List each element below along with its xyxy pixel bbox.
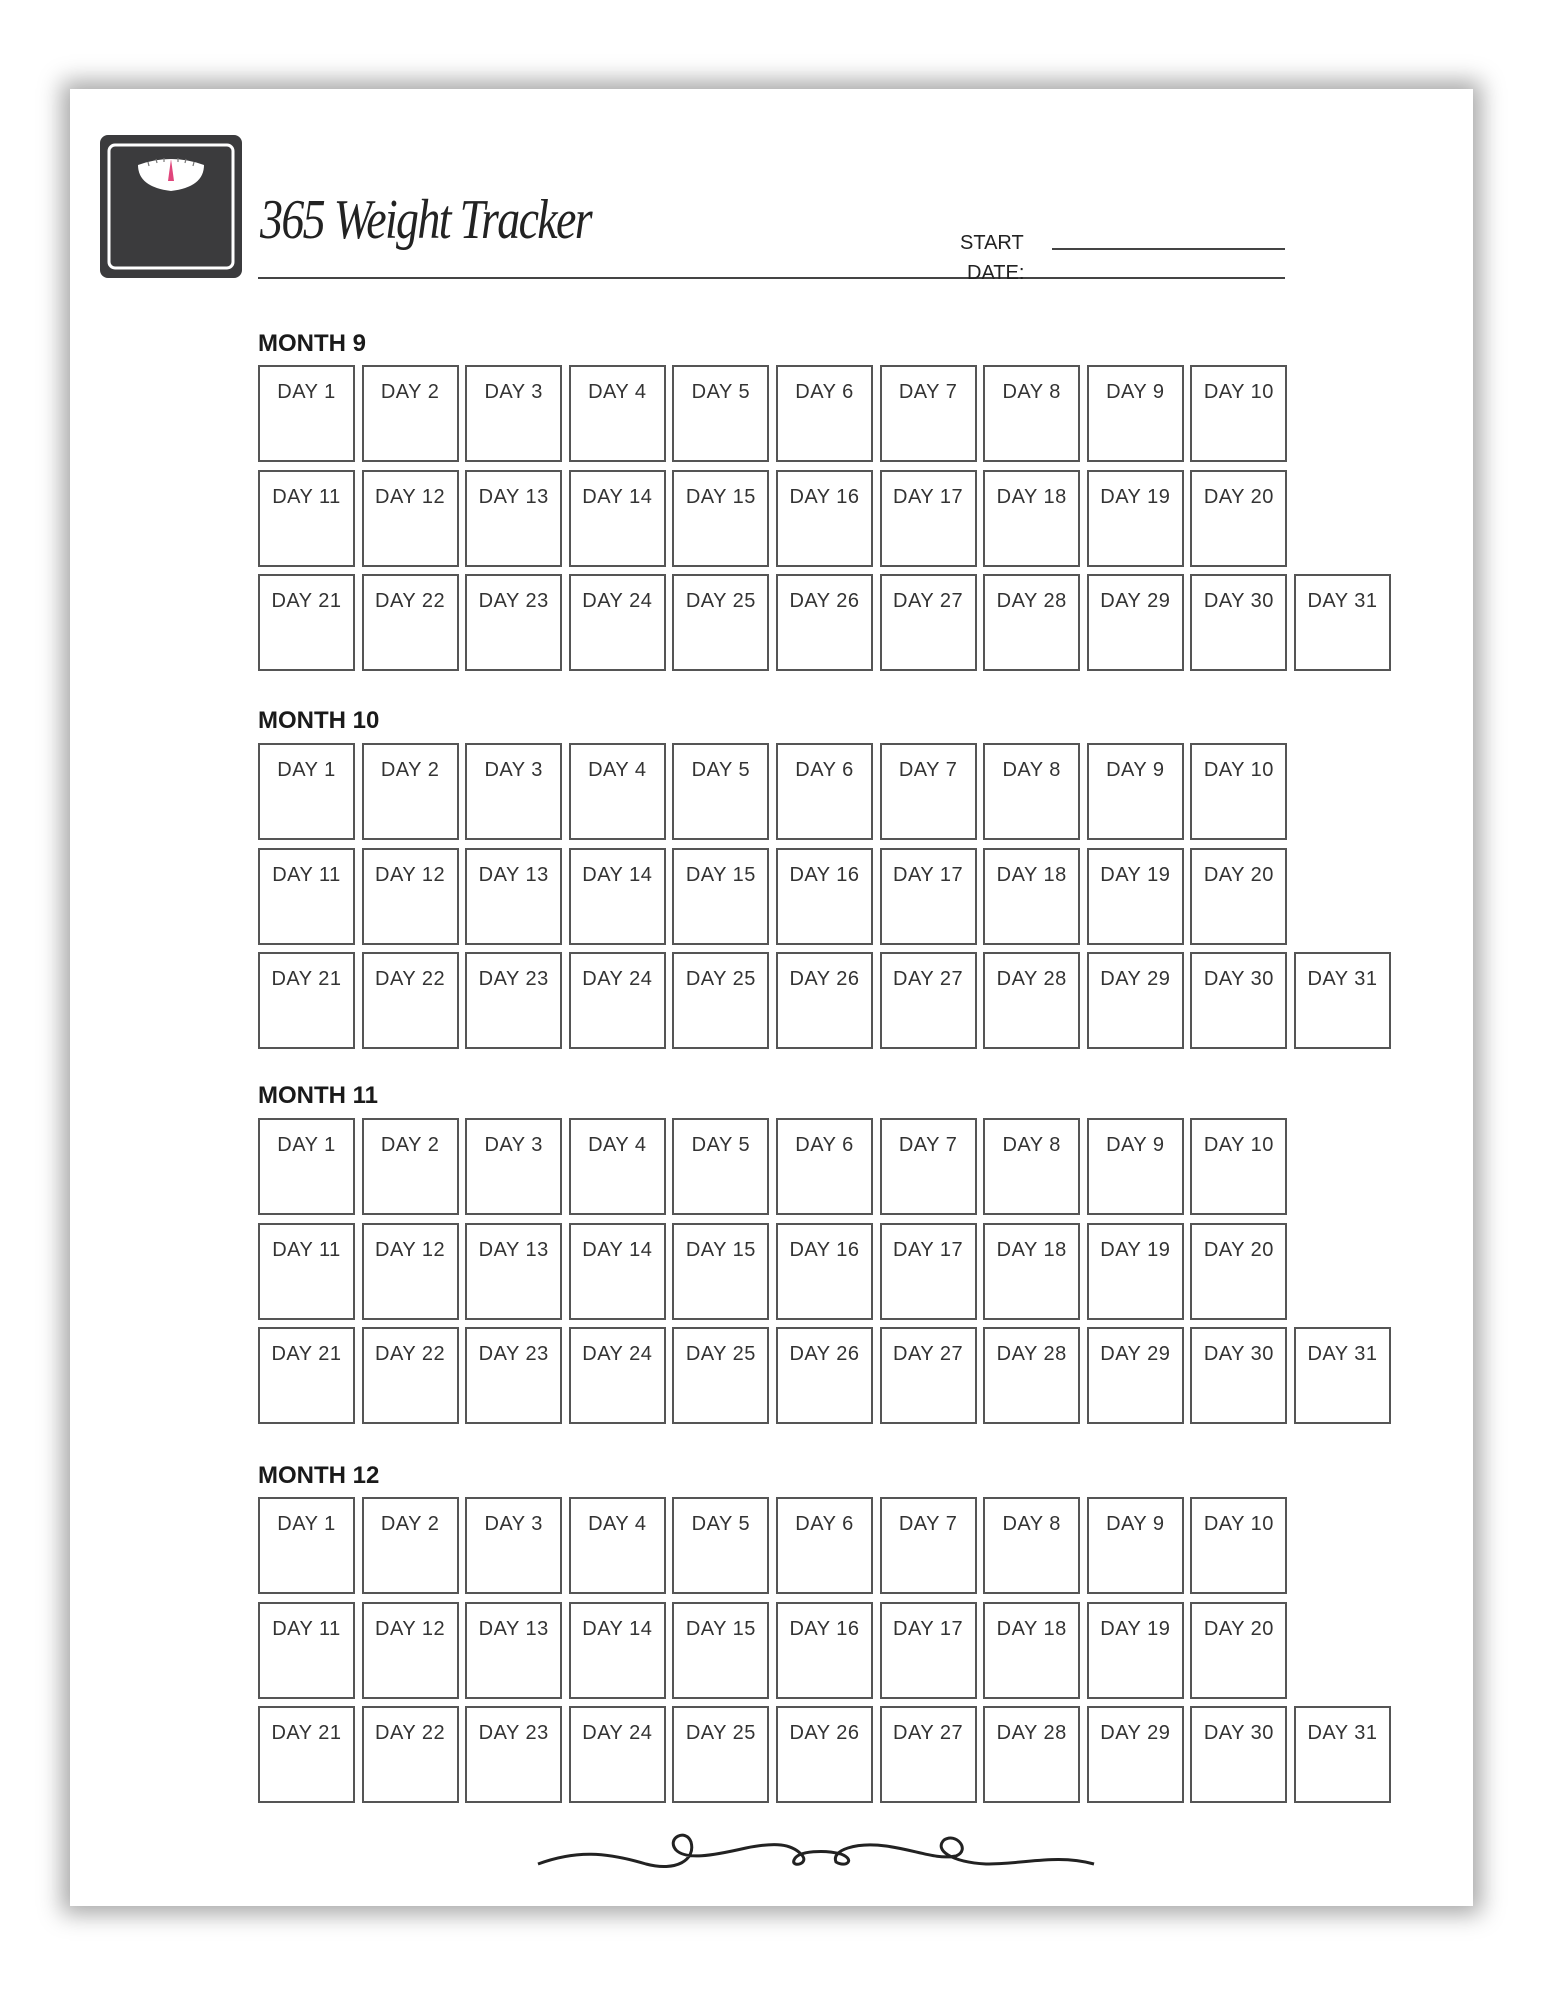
day-box[interactable] bbox=[776, 365, 873, 462]
day-box[interactable] bbox=[880, 365, 977, 462]
day-box[interactable] bbox=[465, 365, 562, 462]
day-box[interactable] bbox=[1190, 365, 1287, 462]
day-label: DAY 31 bbox=[1307, 1722, 1378, 1744]
day-box[interactable] bbox=[880, 1223, 977, 1320]
day-label: DAY 8 bbox=[1002, 759, 1061, 781]
day-box[interactable] bbox=[1294, 574, 1391, 671]
day-box[interactable] bbox=[1087, 1497, 1184, 1594]
day-label: DAY 11 bbox=[272, 1238, 341, 1261]
day-label: DAY 23 bbox=[478, 1722, 549, 1744]
day-box[interactable] bbox=[1190, 1223, 1287, 1320]
day-box[interactable] bbox=[880, 848, 977, 945]
day-box[interactable] bbox=[776, 1223, 873, 1320]
day-box[interactable] bbox=[569, 743, 666, 840]
day-box[interactable] bbox=[362, 1497, 459, 1594]
day-label: DAY 30 bbox=[1203, 590, 1274, 612]
day-box[interactable] bbox=[1087, 1223, 1184, 1320]
day-box[interactable] bbox=[776, 1497, 873, 1594]
month-label: MONTH 10 bbox=[258, 707, 380, 734]
day-box[interactable] bbox=[1087, 574, 1184, 671]
day-box[interactable] bbox=[569, 1118, 666, 1215]
day-box[interactable] bbox=[258, 1497, 355, 1594]
day-box[interactable] bbox=[880, 1602, 977, 1699]
day-label: DAY 14 bbox=[582, 1617, 653, 1640]
day-box[interactable] bbox=[362, 848, 459, 945]
day-box[interactable] bbox=[1294, 952, 1391, 1049]
day-label: DAY 14 bbox=[582, 863, 653, 886]
day-label: DAY 23 bbox=[478, 590, 549, 612]
day-box[interactable] bbox=[465, 1327, 562, 1424]
day-label: DAY 7 bbox=[898, 759, 958, 781]
day-label: DAY 28 bbox=[996, 590, 1067, 612]
day-box[interactable] bbox=[1087, 365, 1184, 462]
day-label: DAY 26 bbox=[789, 1343, 860, 1365]
day-box[interactable] bbox=[983, 1497, 1080, 1594]
day-label: DAY 21 bbox=[271, 590, 342, 612]
day-label: DAY 4 bbox=[588, 759, 647, 781]
day-box[interactable] bbox=[569, 848, 666, 945]
day-label: DAY 24 bbox=[582, 590, 653, 612]
day-box[interactable] bbox=[1190, 1706, 1287, 1803]
day-label: DAY 16 bbox=[789, 1617, 860, 1640]
day-label: DAY 13 bbox=[478, 1238, 549, 1261]
day-label: DAY 15 bbox=[685, 1238, 756, 1261]
day-label: DAY 2 bbox=[380, 1134, 440, 1156]
day-box[interactable] bbox=[465, 1497, 562, 1594]
day-label: DAY 16 bbox=[789, 485, 860, 508]
day-box[interactable] bbox=[465, 574, 562, 671]
day-label: DAY 29 bbox=[1100, 590, 1171, 612]
day-label: DAY 27 bbox=[893, 1343, 964, 1365]
day-label: DAY 30 bbox=[1203, 1722, 1274, 1744]
day-label: DAY 19 bbox=[1100, 485, 1171, 508]
day-label: DAY 3 bbox=[484, 1134, 543, 1156]
day-label: DAY 25 bbox=[685, 1722, 756, 1744]
day-box[interactable] bbox=[880, 1706, 977, 1803]
day-label: DAY 4 bbox=[588, 1513, 647, 1535]
day-label: DAY 25 bbox=[685, 590, 756, 612]
month-label: MONTH 12 bbox=[258, 1462, 380, 1489]
day-label: DAY 24 bbox=[582, 1343, 653, 1365]
day-label: DAY 17 bbox=[893, 1617, 964, 1640]
day-label: DAY 12 bbox=[375, 1617, 446, 1640]
day-label: DAY 5 bbox=[691, 1134, 751, 1156]
day-box[interactable] bbox=[465, 1118, 562, 1215]
day-box[interactable] bbox=[258, 1327, 355, 1424]
day-label: DAY 19 bbox=[1100, 863, 1171, 886]
day-label: DAY 28 bbox=[996, 1722, 1067, 1744]
day-label: DAY 2 bbox=[380, 381, 440, 403]
day-label: DAY 31 bbox=[1307, 1343, 1378, 1365]
day-box[interactable] bbox=[672, 1327, 769, 1424]
day-box[interactable] bbox=[465, 1706, 562, 1803]
day-box[interactable] bbox=[672, 1118, 769, 1215]
day-label: DAY 31 bbox=[1307, 968, 1378, 990]
day-box[interactable] bbox=[1087, 1327, 1184, 1424]
day-box[interactable] bbox=[672, 365, 769, 462]
day-label: DAY 26 bbox=[789, 1722, 860, 1744]
day-label: DAY 11 bbox=[272, 1617, 341, 1640]
day-label: DAY 6 bbox=[795, 1513, 854, 1535]
day-box[interactable] bbox=[1190, 1327, 1287, 1424]
day-box[interactable] bbox=[258, 1223, 355, 1320]
day-label: DAY 13 bbox=[478, 485, 549, 508]
day-box[interactable] bbox=[1190, 743, 1287, 840]
day-label: DAY 24 bbox=[582, 968, 653, 990]
day-box[interactable] bbox=[983, 1118, 1080, 1215]
day-box[interactable] bbox=[569, 1223, 666, 1320]
day-box[interactable] bbox=[362, 470, 459, 567]
day-box[interactable] bbox=[1087, 1118, 1184, 1215]
day-label: DAY 12 bbox=[375, 863, 446, 886]
day-box[interactable] bbox=[672, 952, 769, 1049]
day-label: DAY 26 bbox=[789, 968, 860, 990]
day-label: DAY 8 bbox=[1002, 1513, 1061, 1535]
day-box[interactable] bbox=[1190, 574, 1287, 671]
day-label: DAY 1 bbox=[277, 381, 336, 403]
day-label: DAY 5 bbox=[691, 381, 751, 403]
day-label: DAY 20 bbox=[1203, 863, 1274, 886]
day-label: DAY 11 bbox=[272, 485, 341, 508]
day-box[interactable] bbox=[983, 574, 1080, 671]
day-label: DAY 22 bbox=[375, 968, 446, 990]
day-label: DAY 16 bbox=[789, 1238, 860, 1261]
day-label: DAY 9 bbox=[1106, 1513, 1165, 1535]
day-label: DAY 21 bbox=[271, 968, 342, 990]
day-label: DAY 17 bbox=[893, 1238, 964, 1261]
day-label: DAY 31 bbox=[1307, 590, 1378, 612]
start-label: START bbox=[960, 232, 1024, 254]
day-box[interactable] bbox=[672, 1497, 769, 1594]
day-label: DAY 18 bbox=[996, 1617, 1067, 1640]
day-box[interactable] bbox=[569, 574, 666, 671]
day-box[interactable] bbox=[362, 952, 459, 1049]
day-box[interactable] bbox=[258, 848, 355, 945]
day-label: DAY 10 bbox=[1203, 1513, 1274, 1535]
day-label: DAY 7 bbox=[898, 381, 958, 403]
day-label: DAY 20 bbox=[1203, 1617, 1274, 1640]
day-box[interactable] bbox=[983, 1602, 1080, 1699]
day-label: DAY 8 bbox=[1002, 381, 1061, 403]
day-box[interactable] bbox=[672, 743, 769, 840]
day-label: DAY 18 bbox=[996, 1238, 1067, 1261]
day-label: DAY 19 bbox=[1100, 1238, 1171, 1261]
day-label: DAY 30 bbox=[1203, 968, 1274, 990]
day-label: DAY 22 bbox=[375, 1722, 446, 1744]
day-box[interactable] bbox=[362, 1706, 459, 1803]
day-label: DAY 1 bbox=[277, 1134, 336, 1156]
day-box[interactable] bbox=[465, 1223, 562, 1320]
day-box[interactable] bbox=[880, 574, 977, 671]
day-label: DAY 20 bbox=[1203, 485, 1274, 508]
day-label: DAY 2 bbox=[380, 1513, 440, 1535]
day-box[interactable] bbox=[362, 365, 459, 462]
day-label: DAY 22 bbox=[375, 590, 446, 612]
day-label: DAY 4 bbox=[588, 381, 647, 403]
day-label: DAY 19 bbox=[1100, 1617, 1171, 1640]
day-label: DAY 25 bbox=[685, 968, 756, 990]
day-label: DAY 28 bbox=[996, 1343, 1067, 1365]
day-box[interactable] bbox=[880, 470, 977, 567]
day-box[interactable] bbox=[880, 1497, 977, 1594]
day-box[interactable] bbox=[362, 574, 459, 671]
day-box[interactable] bbox=[465, 1602, 562, 1699]
day-box[interactable] bbox=[465, 743, 562, 840]
day-label: DAY 3 bbox=[484, 1513, 543, 1535]
day-label: DAY 28 bbox=[996, 968, 1067, 990]
day-box[interactable] bbox=[672, 1706, 769, 1803]
day-label: DAY 15 bbox=[685, 1617, 756, 1640]
day-label: DAY 18 bbox=[996, 863, 1067, 886]
day-label: DAY 21 bbox=[271, 1343, 342, 1365]
day-box[interactable] bbox=[569, 365, 666, 462]
day-box[interactable] bbox=[983, 470, 1080, 567]
day-label: DAY 27 bbox=[893, 590, 964, 612]
day-box[interactable] bbox=[1190, 952, 1287, 1049]
day-box[interactable] bbox=[983, 1706, 1080, 1803]
day-box[interactable] bbox=[983, 743, 1080, 840]
day-label: DAY 18 bbox=[996, 485, 1067, 508]
day-box[interactable] bbox=[258, 952, 355, 1049]
day-label: DAY 3 bbox=[484, 381, 543, 403]
day-box[interactable] bbox=[362, 1118, 459, 1215]
day-box[interactable] bbox=[465, 470, 562, 567]
day-label: DAY 6 bbox=[795, 381, 854, 403]
start-date-label bbox=[960, 228, 1024, 288]
day-label: DAY 14 bbox=[582, 1238, 653, 1261]
day-label: DAY 5 bbox=[691, 1513, 751, 1535]
day-label: DAY 12 bbox=[375, 485, 446, 508]
day-box[interactable] bbox=[1087, 743, 1184, 840]
day-box[interactable] bbox=[672, 848, 769, 945]
day-box[interactable] bbox=[362, 1327, 459, 1424]
day-box[interactable] bbox=[776, 848, 873, 945]
day-box[interactable] bbox=[1087, 1602, 1184, 1699]
day-label: DAY 9 bbox=[1106, 1134, 1165, 1156]
day-label: DAY 29 bbox=[1100, 1722, 1171, 1744]
day-box[interactable] bbox=[776, 743, 873, 840]
month-label: MONTH 11 bbox=[258, 1082, 379, 1109]
day-box[interactable] bbox=[1190, 1118, 1287, 1215]
day-label: DAY 13 bbox=[478, 863, 549, 886]
day-label: DAY 11 bbox=[272, 863, 341, 886]
day-box[interactable] bbox=[1190, 1497, 1287, 1594]
day-box[interactable] bbox=[569, 1706, 666, 1803]
day-box[interactable] bbox=[362, 1602, 459, 1699]
day-box[interactable] bbox=[258, 574, 355, 671]
day-box[interactable] bbox=[880, 743, 977, 840]
day-label: DAY 6 bbox=[795, 759, 854, 781]
day-box[interactable] bbox=[465, 848, 562, 945]
day-box[interactable] bbox=[569, 1327, 666, 1424]
day-box[interactable] bbox=[1087, 470, 1184, 567]
day-label: DAY 24 bbox=[582, 1722, 653, 1744]
day-box[interactable] bbox=[776, 1327, 873, 1424]
day-box[interactable] bbox=[1087, 1706, 1184, 1803]
day-box[interactable] bbox=[880, 1118, 977, 1215]
day-label: DAY 30 bbox=[1203, 1343, 1274, 1365]
day-label: DAY 29 bbox=[1100, 1343, 1171, 1365]
day-label: DAY 4 bbox=[588, 1134, 647, 1156]
day-label: DAY 10 bbox=[1203, 1134, 1274, 1156]
day-box[interactable] bbox=[569, 470, 666, 567]
day-box[interactable] bbox=[569, 1497, 666, 1594]
day-label: DAY 16 bbox=[789, 863, 860, 886]
day-label: DAY 22 bbox=[375, 1343, 446, 1365]
day-label: DAY 25 bbox=[685, 1343, 756, 1365]
day-label: DAY 17 bbox=[893, 485, 964, 508]
day-label: DAY 1 bbox=[277, 1513, 336, 1535]
day-box[interactable] bbox=[1087, 952, 1184, 1049]
day-box[interactable] bbox=[258, 743, 355, 840]
day-box[interactable] bbox=[776, 1602, 873, 1699]
day-box[interactable] bbox=[776, 952, 873, 1049]
day-label: DAY 15 bbox=[685, 863, 756, 886]
day-box[interactable] bbox=[983, 848, 1080, 945]
start-date-field[interactable] bbox=[1052, 248, 1285, 250]
day-label: DAY 6 bbox=[795, 1134, 854, 1156]
day-box[interactable] bbox=[258, 1602, 355, 1699]
day-label: DAY 8 bbox=[1002, 1134, 1061, 1156]
day-label: DAY 21 bbox=[271, 1722, 342, 1744]
day-label: DAY 9 bbox=[1106, 759, 1165, 781]
day-label: DAY 14 bbox=[582, 485, 653, 508]
day-label: DAY 20 bbox=[1203, 1238, 1274, 1261]
day-box[interactable] bbox=[776, 1706, 873, 1803]
day-box[interactable] bbox=[776, 574, 873, 671]
day-box[interactable] bbox=[362, 1223, 459, 1320]
day-box[interactable] bbox=[362, 743, 459, 840]
day-box[interactable] bbox=[672, 1602, 769, 1699]
day-box[interactable] bbox=[776, 1118, 873, 1215]
day-label: DAY 2 bbox=[380, 759, 440, 781]
day-box[interactable] bbox=[1294, 1706, 1391, 1803]
day-label: DAY 17 bbox=[893, 863, 964, 886]
day-label: DAY 27 bbox=[893, 1722, 964, 1744]
bathroom-scale-icon bbox=[100, 135, 242, 278]
day-label: DAY 12 bbox=[375, 1238, 446, 1261]
day-label: DAY 7 bbox=[898, 1513, 958, 1535]
day-box[interactable] bbox=[1294, 1327, 1391, 1424]
day-label: DAY 10 bbox=[1203, 759, 1274, 781]
day-label: DAY 5 bbox=[691, 759, 751, 781]
day-box[interactable] bbox=[880, 952, 977, 1049]
day-label: DAY 3 bbox=[484, 759, 543, 781]
month-label: MONTH 9 bbox=[258, 330, 366, 357]
day-box[interactable] bbox=[983, 1223, 1080, 1320]
day-box[interactable] bbox=[672, 574, 769, 671]
day-box[interactable] bbox=[258, 1706, 355, 1803]
date-label: DATE: bbox=[967, 262, 1025, 284]
day-box[interactable] bbox=[1190, 1602, 1287, 1699]
day-box[interactable] bbox=[569, 1602, 666, 1699]
day-box[interactable] bbox=[569, 952, 666, 1049]
day-label: DAY 7 bbox=[898, 1134, 958, 1156]
day-box[interactable] bbox=[672, 1223, 769, 1320]
day-box[interactable] bbox=[465, 952, 562, 1049]
day-label: DAY 23 bbox=[478, 1343, 549, 1365]
day-label: DAY 26 bbox=[789, 590, 860, 612]
day-box[interactable] bbox=[1190, 848, 1287, 945]
day-label: DAY 15 bbox=[685, 485, 756, 508]
day-label: DAY 10 bbox=[1203, 381, 1274, 403]
day-label: DAY 23 bbox=[478, 968, 549, 990]
day-box[interactable] bbox=[983, 952, 1080, 1049]
day-label: DAY 1 bbox=[277, 759, 336, 781]
day-box[interactable] bbox=[672, 470, 769, 567]
day-label: DAY 27 bbox=[893, 968, 964, 990]
flourish-divider bbox=[536, 1820, 1096, 1880]
day-box[interactable] bbox=[1087, 848, 1184, 945]
day-box[interactable] bbox=[776, 470, 873, 567]
day-label: DAY 29 bbox=[1100, 968, 1171, 990]
day-box[interactable] bbox=[983, 365, 1080, 462]
day-box[interactable] bbox=[983, 1327, 1080, 1424]
day-box[interactable] bbox=[880, 1327, 977, 1424]
title-underline bbox=[258, 277, 1285, 279]
day-box[interactable] bbox=[258, 365, 355, 462]
day-box[interactable] bbox=[258, 470, 355, 567]
page-title: 365 Weight Tracker bbox=[260, 189, 592, 251]
day-label: DAY 9 bbox=[1106, 381, 1165, 403]
day-box[interactable] bbox=[258, 1118, 355, 1215]
day-box[interactable] bbox=[1190, 470, 1287, 567]
day-label: DAY 13 bbox=[478, 1617, 549, 1640]
